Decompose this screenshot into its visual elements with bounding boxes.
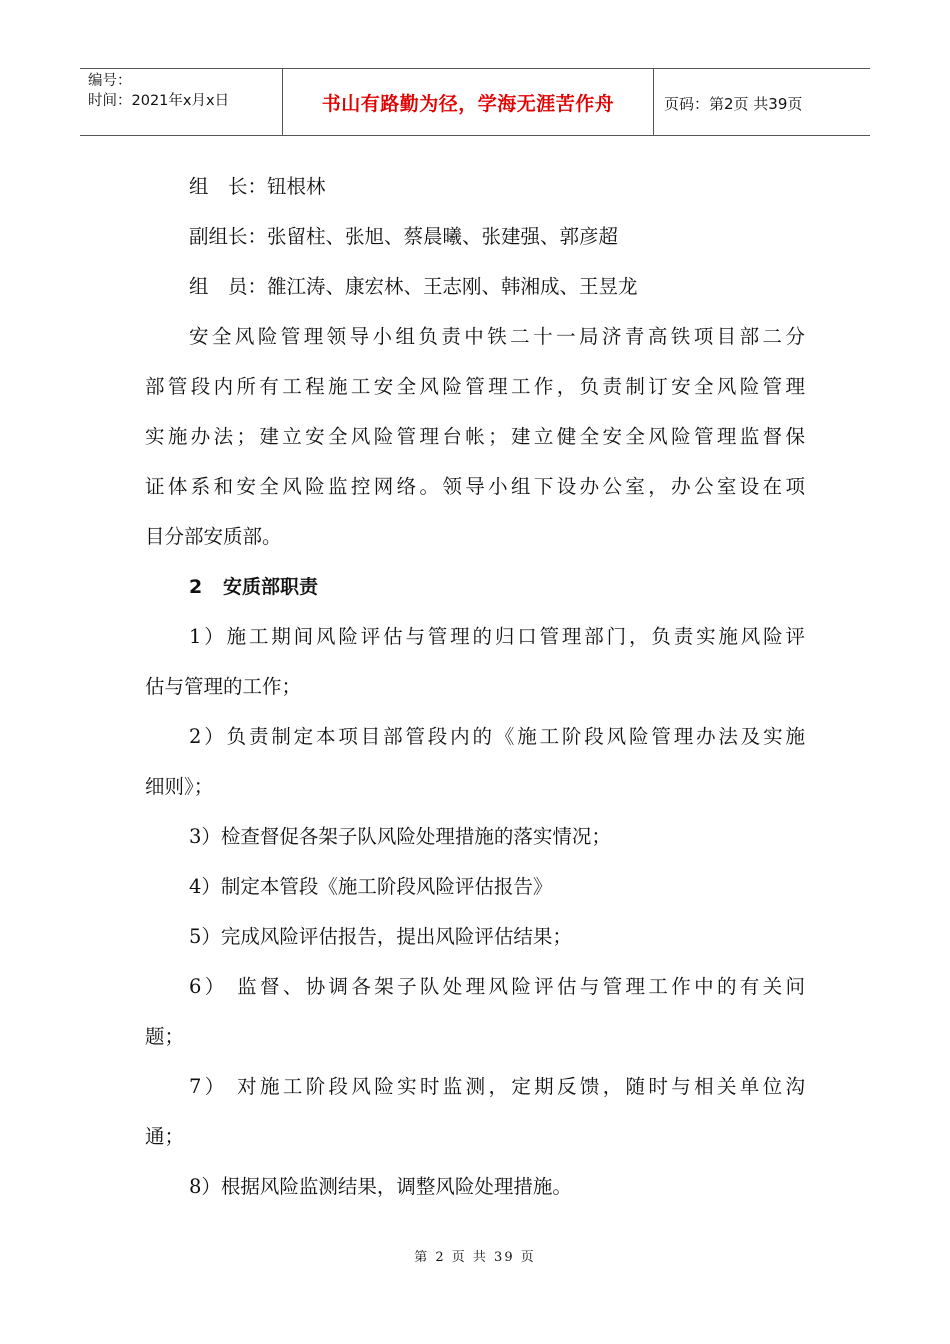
duty-item-continued: 通； [145, 1125, 185, 1148]
section-number: 2 [189, 576, 203, 598]
section-title: 安质部职责 [223, 576, 319, 598]
page-header [80, 68, 870, 136]
group-deputy: 副组长：张留柱、张旭、蔡晨曦、张建强、郭彦超 [189, 225, 619, 248]
section-heading [145, 562, 805, 612]
paragraph-line: 安全风险管理领导小组负责中铁二十一局济青高铁项目部二分 [189, 325, 805, 348]
document-date: 时间：2021年x月x日 [88, 93, 230, 109]
paragraph-line: 部管段内所有工程施工安全风险管理工作，负责制订安全风险管理 [145, 375, 805, 398]
document-number-label: 编号： [88, 73, 132, 89]
duty-item: 5）完成风险评估报告，提出风险评估结果； [189, 925, 572, 948]
paragraph-line: 目分部安质部。 [145, 525, 282, 548]
duty-item: 3）检查督促各架子队风险处理措施的落实情况； [189, 825, 611, 848]
duty-item: 4）制定本管段《施工阶段风险评估报告》 [189, 875, 553, 898]
duty-item: 1）施工期间风险评估与管理的归口管理部门，负责实施风险评 [189, 625, 805, 648]
duty-item-continued: 估与管理的工作； [145, 675, 302, 698]
duty-item-continued: 题； [145, 1025, 185, 1048]
group-members: 组 员：雒江涛、康宏林、王志刚、韩湘成、王昱龙 [189, 275, 638, 298]
duty-item: 6） 监督、协调各架子队处理风险评估与管理工作中的有关问 [189, 975, 805, 998]
header-meta [88, 71, 278, 111]
paragraph-line: 实施办法；建立安全风险管理台帐；建立健全安全风险管理监督保 [145, 425, 805, 448]
duty-item-continued: 细则》； [145, 775, 214, 798]
header-motto: 书山有路勤为径，学海无涯苦作舟 [282, 69, 654, 135]
group-leader: 组 长：钮根林 [189, 175, 326, 198]
duty-item: 2）负责制定本项目部管段内的《施工阶段风险管理办法及实施 [189, 725, 805, 748]
header-page-info: 页码：第2页 共39页 [664, 95, 803, 113]
document-body [145, 162, 805, 1212]
paragraph-line: 证体系和安全风险监控网络。领导小组下设办公室，办公室设在项 [145, 475, 805, 498]
page-footer: 第 2 页 共 39 页 [414, 1250, 536, 1265]
duty-item: 7） 对施工阶段风险实时监测，定期反馈，随时与相关单位沟 [189, 1075, 805, 1098]
duty-item: 8）根据风险监测结果，调整风险处理措施。 [189, 1175, 572, 1198]
